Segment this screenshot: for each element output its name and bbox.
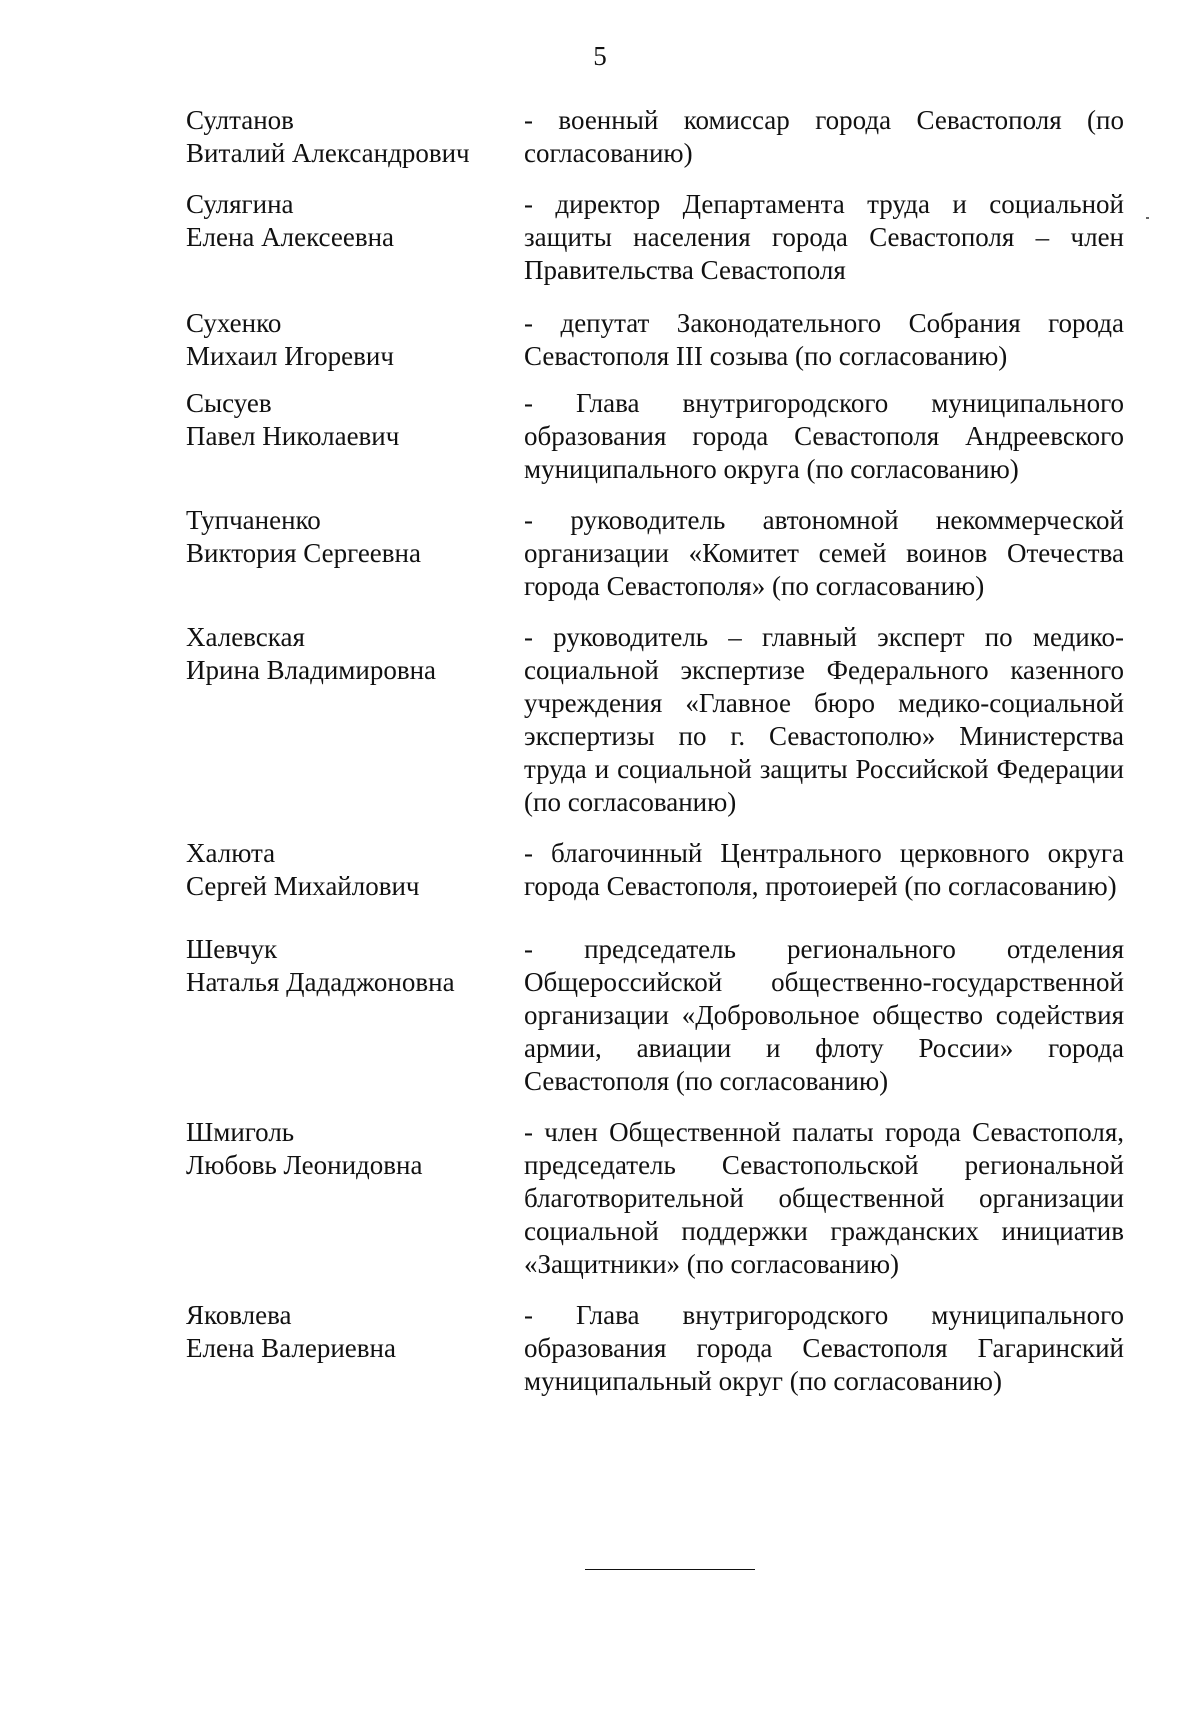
member-entry — [186, 104, 1124, 170]
member-name — [186, 504, 524, 570]
member-name — [186, 188, 524, 254]
member-surname: Халюта — [186, 838, 276, 868]
member-surname: Шевчук — [186, 934, 278, 964]
member-name — [186, 1299, 524, 1365]
scan-speck — [1146, 217, 1149, 219]
member-entry — [186, 504, 1124, 603]
member-name — [186, 1116, 524, 1182]
member-surname: Сысуев — [186, 388, 272, 418]
member-name — [186, 837, 524, 903]
page-number: 5 — [593, 41, 607, 71]
closing-divider — [585, 1569, 755, 1570]
member-entry — [186, 837, 1124, 903]
member-entry — [186, 1299, 1124, 1398]
member-role: - Глава внутригородского муниципального образования города Севастополя Андреевского муниципального округа (по согласованию) — [524, 388, 1124, 484]
member-surname: Султанов — [186, 105, 294, 135]
member-role: - военный комиссар города Севастополя (по согласованию) — [524, 105, 1124, 168]
member-given-names: Наталья Дададжоновна — [186, 967, 455, 997]
member-entry — [186, 621, 1124, 819]
member-surname: Шмиголь — [186, 1117, 295, 1147]
member-surname: Сухенко — [186, 308, 282, 338]
member-role: - благочинный Центрального церковного округа города Севастополя, протоиерей (по согласованию) — [524, 838, 1124, 901]
member-given-names: Виталий Александрович — [186, 138, 470, 168]
member-entry — [186, 307, 1124, 373]
member-given-names: Любовь Леонидовна — [186, 1150, 423, 1180]
member-name — [186, 933, 524, 999]
member-given-names: Ирина Владимировна — [186, 655, 437, 685]
member-given-names: Михаил Игоревич — [186, 341, 394, 371]
member-name — [186, 104, 524, 170]
member-role: - член Общественной палаты города Севастополя, председатель Севастопольской региональной благотворительной общественной организации социальной поддержки гражданских инициатив «Защитники» (по согласованию) — [524, 1117, 1124, 1279]
member-role: - руководитель – главный эксперт по медико-социальной экспертизе Федерального казенного учреждения «Главное бюро медико-социальной экспертизы по г. Севастополю» Министерства труда и социальной защиты Российской Федерации (по согласованию) — [524, 622, 1124, 817]
member-surname: Халевская — [186, 622, 305, 652]
member-surname: Яковлева — [186, 1300, 292, 1330]
member-entry — [186, 188, 1124, 287]
member-given-names: Виктория Сергеевна — [186, 538, 421, 568]
member-role: - директор Департамента труда и социальной защиты населения города Севастополя – член Правительства Севастополя — [524, 189, 1124, 285]
member-entry — [186, 1116, 1124, 1281]
member-list — [186, 104, 1124, 1398]
member-role: - председатель регионального отделения Общероссийской общественно-государственной организации «Добровольное общество содействия армии, авиации и флоту России» города Севастополя (по согласованию) — [524, 934, 1124, 1096]
member-entry — [186, 387, 1124, 486]
member-role: - Глава внутригородского муниципального образования города Севастополя Гагаринский муниципальный округ (по согласованию) — [524, 1300, 1124, 1396]
member-entry — [186, 933, 1124, 1098]
member-role: - руководитель автономной некоммерческой организации «Комитет семей воинов Отечества города Севастополя» (по согласованию) — [524, 505, 1124, 601]
member-surname: Тупчаненко — [186, 505, 321, 535]
member-name — [186, 307, 524, 373]
member-name — [186, 621, 524, 687]
member-name — [186, 387, 524, 453]
member-given-names: Сергей Михайлович — [186, 871, 420, 901]
member-given-names: Елена Валериевна — [186, 1333, 396, 1363]
member-role: - депутат Законодательного Собрания города Севастополя III созыва (по согласованию) — [524, 308, 1124, 371]
member-surname: Сулягина — [186, 189, 294, 219]
member-given-names: Елена Алексеевна — [186, 222, 394, 252]
member-given-names: Павел Николаевич — [186, 421, 400, 451]
